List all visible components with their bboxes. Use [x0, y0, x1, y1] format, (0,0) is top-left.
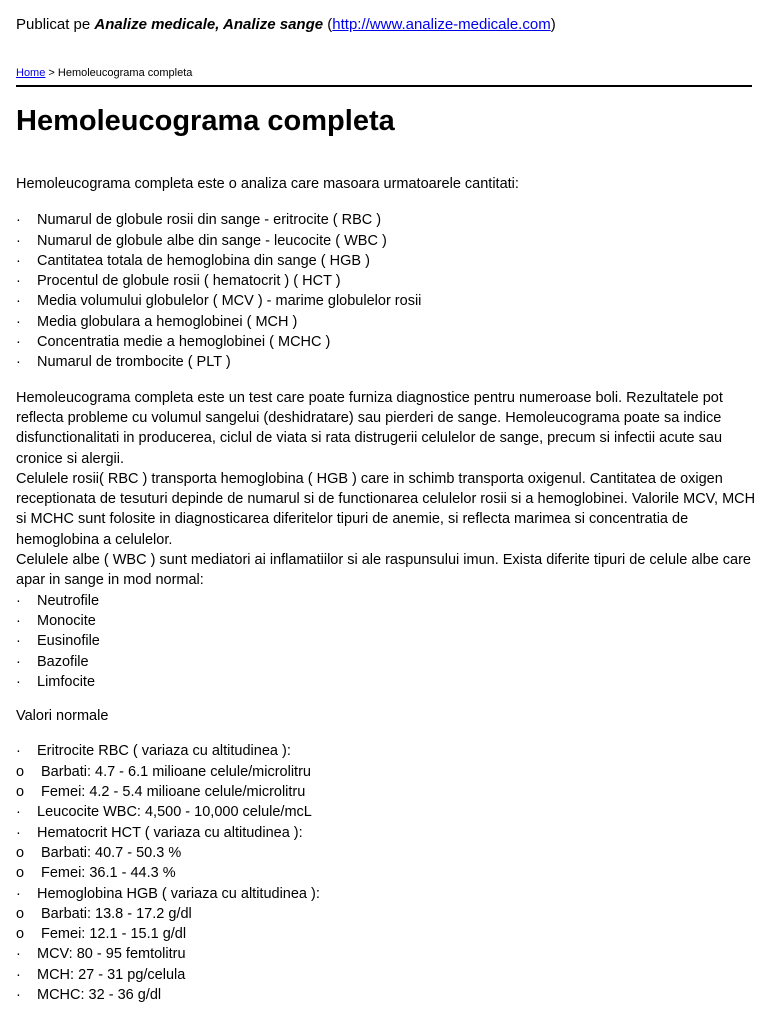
sub-list-item	[16, 843, 756, 863]
bullet-marker: ·	[16, 946, 21, 963]
list-item	[16, 611, 756, 631]
article-body	[16, 174, 756, 1005]
list-item-text: Concentratia medie a hemoglobinei ( MCHC )	[37, 334, 331, 351]
sub-list-item	[16, 863, 756, 883]
site-url-link[interactable]: http://www.analize-medicale.com	[332, 16, 551, 33]
bullet-marker: ·	[16, 743, 21, 760]
breadcrumb-home-link[interactable]: Home	[16, 67, 46, 79]
list-item-text: Barbati: 13.8 - 17.2 g/dl	[41, 905, 192, 922]
list-item	[16, 210, 756, 230]
list-item	[16, 231, 756, 251]
sub-marker: o	[16, 844, 25, 861]
sub-marker: o	[16, 865, 25, 882]
list-item	[16, 884, 756, 904]
bullet-marker: ·	[16, 212, 21, 229]
list-item	[16, 312, 756, 332]
list-item-text: MCV: 80 - 95 femtolitru	[37, 946, 186, 963]
bullet-marker: ·	[16, 293, 21, 310]
sub-list-item	[16, 782, 756, 802]
site-name: Analize medicale, Analize sange	[94, 16, 324, 33]
wbc-paragraph: Celulele albe ( WBC ) sunt mediatori ai inflamatiilor si ale raspunsului imun. Exista diferite tipuri de celule albe care apar in sange in mod normal:	[16, 552, 751, 589]
bullet-marker: ·	[16, 966, 21, 983]
sub-marker: o	[16, 784, 25, 801]
list-item-text: Media volumului globulelor ( MCV ) - marime globulelor rosii	[37, 293, 422, 310]
list-item-text: Bazofile	[37, 653, 89, 670]
bullet-marker: ·	[16, 653, 21, 670]
list-item-text: Neutrofile	[37, 592, 100, 609]
published-line	[16, 15, 556, 35]
diagnostics-paragraph: Hemoleucograma completa este un test care poate furniza diagnostice pentru numeroase boli. Rezultatele pot reflecta probleme cu volumul sangelui (deshidratare) sau pierderi de sange. Hemoleucograma poate sa indice disfunctionalitati in producerea, ciclul de viata si rata distrugerii celulelor de sange, precum si infectii acute sau cronice si alergii.	[16, 389, 723, 467]
normal-values-heading: Valori normale	[16, 708, 109, 725]
bullet-marker: ·	[16, 334, 21, 351]
list-item	[16, 271, 756, 291]
list-item-text: Leucocite WBC: 4,500 - 10,000 celule/mcL	[37, 804, 312, 821]
breadcrumb	[16, 66, 192, 80]
bullet-marker: ·	[16, 986, 21, 1003]
sub-list-item	[16, 904, 756, 924]
list-item-text: Limfocite	[37, 673, 96, 690]
bullet-marker: ·	[16, 673, 21, 690]
wbc-types-list	[16, 591, 756, 692]
list-item	[16, 631, 756, 651]
bullet-marker: ·	[16, 273, 21, 290]
list-item-text: Barbati: 40.7 - 50.3 %	[41, 844, 182, 861]
bullet-marker: ·	[16, 612, 21, 629]
list-item	[16, 965, 756, 985]
sub-list-item	[16, 924, 756, 944]
sub-marker: o	[16, 905, 25, 922]
list-item	[16, 741, 756, 761]
bullet-marker: ·	[16, 592, 21, 609]
list-item	[16, 352, 756, 372]
intro-paragraph: Hemoleucograma completa este o analiza care masoara urmatoarele cantitati:	[16, 176, 519, 192]
list-item	[16, 823, 756, 843]
list-item-text: Hematocrit HCT ( variaza cu altitudinea ):	[37, 824, 303, 841]
breadcrumb-current: Hemoleucograma completa	[57, 67, 193, 79]
list-item	[16, 672, 756, 692]
list-item-text: MCH: 27 - 31 pg/celula	[37, 966, 186, 983]
list-item	[16, 985, 756, 1005]
list-item-text: Femei: 4.2 - 5.4 milioane celule/microlitru	[41, 784, 306, 801]
list-item-text: Monocite	[37, 612, 96, 629]
list-item	[16, 332, 756, 352]
close-paren: )	[550, 16, 556, 33]
header-divider	[16, 85, 752, 87]
list-item	[16, 802, 756, 822]
bullet-marker: ·	[16, 633, 21, 650]
bullet-marker: ·	[16, 824, 21, 841]
list-item-text: Procentul de globule rosii ( hematocrit ) ( HCT )	[37, 273, 341, 290]
open-paren: (	[323, 16, 333, 33]
list-item-text: Femei: 36.1 - 44.3 %	[41, 865, 176, 882]
page-title: Hemoleucograma completa	[16, 105, 395, 137]
bullet-marker: ·	[16, 885, 21, 902]
list-item	[16, 944, 756, 964]
list-item-text: Numarul de globule rosii din sange - eritrocite ( RBC )	[37, 212, 382, 229]
rbc-paragraph: Celulele rosii( RBC ) transporta hemoglobina ( HGB ) care in schimb transporta oxigenul. Cantitatea de oxigen receptionata de tesuturi depinde de numarul si de functionarea celulelor rosii si a hemoglobinei. Valorile MCV, MCH si MCHC sunt folosite in diagnosticarea diferitelor tipuri de anemie, si reflecta marimea si concentratia de hemoglobina a celulelor.	[16, 470, 756, 548]
list-item-text: Hemoglobina HGB ( variaza cu altitudinea ):	[37, 885, 320, 902]
list-item-text: Cantitatea totala de hemoglobina din sange ( HGB )	[37, 252, 370, 269]
bullet-marker: ·	[16, 232, 21, 249]
list-item-text: Numarul de globule albe din sange - leucocite ( WBC )	[37, 232, 387, 249]
list-item-text: Numarul de trombocite ( PLT )	[37, 354, 231, 371]
list-item-text: MCHC: 32 - 36 g/dl	[37, 986, 162, 1003]
sub-marker: o	[16, 926, 25, 943]
bullet-marker: ·	[16, 313, 21, 330]
published-prefix: Publicat pe	[16, 16, 95, 33]
bullet-marker: ·	[16, 252, 21, 269]
list-item	[16, 291, 756, 311]
list-item	[16, 251, 756, 271]
sub-list-item	[16, 762, 756, 782]
bullet-marker: ·	[16, 804, 21, 821]
sub-marker: o	[16, 763, 25, 780]
bullet-marker: ·	[16, 354, 21, 371]
list-item-text: Femei: 12.1 - 15.1 g/dl	[41, 926, 187, 943]
list-item-text: Eusinofile	[37, 633, 100, 650]
breadcrumb-separator: >	[45, 67, 58, 79]
list-item-text: Media globulara a hemoglobinei ( MCH )	[37, 313, 298, 330]
list-item-text: Eritrocite RBC ( variaza cu altitudinea ):	[37, 743, 291, 760]
list-item-text: Barbati: 4.7 - 6.1 milioane celule/microlitru	[41, 763, 311, 780]
list-item	[16, 652, 756, 672]
list-item	[16, 591, 756, 611]
quantities-list	[16, 210, 756, 372]
normal-values-list	[16, 741, 756, 1005]
